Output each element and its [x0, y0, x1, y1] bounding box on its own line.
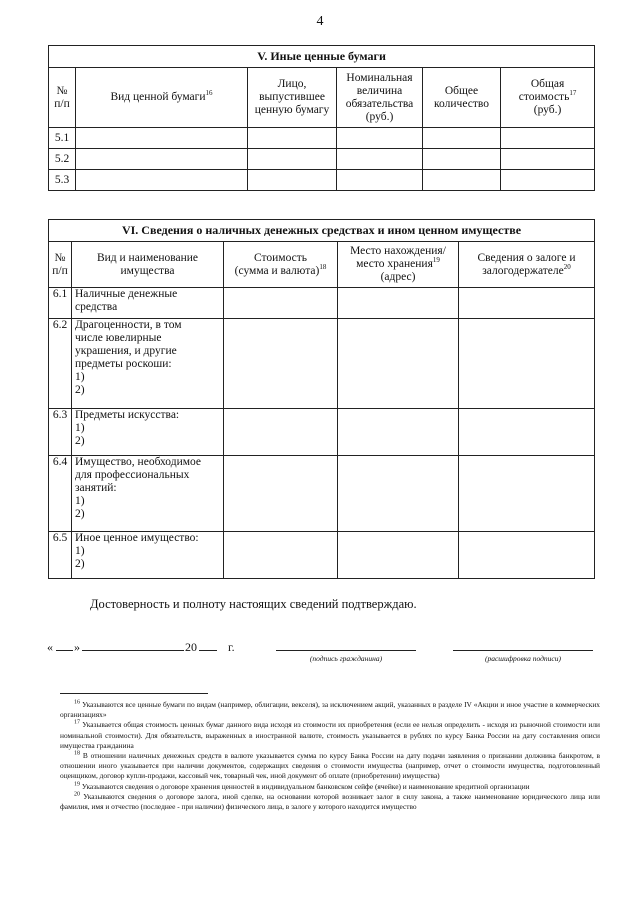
row-num: 5.3: [49, 170, 76, 191]
header-num: № п/п: [49, 68, 76, 128]
quote-close: »: [74, 640, 80, 654]
cell-location[interactable]: [338, 409, 459, 456]
row-num: 6.4: [49, 456, 72, 532]
cell-pledge[interactable]: [459, 532, 595, 579]
header-value: Стоимость (сумма и валюта)$^{18}$: [224, 242, 338, 288]
cell-total[interactable]: [501, 128, 595, 149]
cell-location[interactable]: [338, 319, 459, 409]
cell-nominal[interactable]: [337, 149, 423, 170]
header-quantity: Общее количество: [423, 68, 501, 128]
cell-value[interactable]: [224, 319, 338, 409]
signature-caption: (подпись гражданина): [309, 654, 383, 663]
row-label: Имущество, необходимое для профессиональных занятий: 1) 2): [72, 456, 224, 532]
row-label: Предметы искусства: 1) 2): [72, 409, 224, 456]
cell-pledge[interactable]: [459, 409, 595, 456]
year-suffix: г.: [228, 640, 235, 654]
page-number: 4: [316, 14, 324, 29]
valuables-table: [48, 219, 595, 579]
row-num: 6.5: [49, 532, 72, 579]
row-num: 5.2: [49, 149, 76, 170]
cell-pledge[interactable]: [459, 456, 595, 532]
row-num: 6.3: [49, 409, 72, 456]
cell-location[interactable]: [338, 456, 459, 532]
header-pledge: Сведения о залоге и залогодержателе$^{20}$: [459, 242, 595, 288]
cell-nominal[interactable]: [337, 170, 423, 191]
table-row: [49, 170, 595, 191]
cell-nominal[interactable]: [337, 128, 423, 149]
cell-issuer[interactable]: [248, 170, 337, 191]
cell-issuer[interactable]: [248, 149, 337, 170]
securities-table: [48, 45, 595, 191]
cell-kind[interactable]: [76, 128, 248, 149]
cell-issuer[interactable]: [248, 128, 337, 149]
row-label: Драгоценности, в том числе ювелирные украшения, и другие предметы роскоши: 1) 2): [72, 319, 224, 409]
row-num: 6.2: [49, 319, 72, 409]
header-num: № п/п: [49, 242, 72, 288]
header-total-value: Общая стоимость$^{17}$ (руб.): [501, 68, 595, 128]
row-label: Иное ценное имущество: 1) 2): [72, 532, 224, 579]
footnote: $^{16}$ Указываются все ценные бумаги по видам (например, облигации, векселя), за исключением акций, указанных в разделе IV «Акции и иное участие в коммерческих организациях»: [60, 699, 600, 720]
section-5-title: V. Иные ценные бумаги: [49, 46, 595, 68]
cell-pledge[interactable]: [459, 319, 595, 409]
cell-quantity[interactable]: [423, 149, 501, 170]
cell-value[interactable]: [224, 532, 338, 579]
cell-value[interactable]: [224, 409, 338, 456]
footnote: $^{20}$ Указываются сведения о договоре залога, иной сделке, на основании которой возникает залог в силу закона, а также наименование юридического лица или фамилия, имя и отчество (последнее - при наличии) физического лица, в залоге у которого находится имущество: [60, 791, 600, 812]
header-location: Место нахождения/ место хранения$^{19}$ (адрес): [338, 242, 459, 288]
year-field[interactable]: [199, 650, 217, 651]
table-row: [49, 409, 595, 456]
row-label: Наличные денежные средства: [72, 288, 224, 319]
cell-total[interactable]: [501, 170, 595, 191]
decoding-caption: (расшифровка подписи): [484, 654, 562, 663]
header-issuer: Лицо, выпустившее ценную бумагу: [248, 68, 337, 128]
day-field[interactable]: [56, 650, 73, 651]
cell-location[interactable]: [338, 532, 459, 579]
table-row: [49, 456, 595, 532]
header-nominal: Номинальная величина обязательства (руб.): [337, 68, 423, 128]
header-security-kind: Вид ценной бумаги$^{16}$: [76, 68, 248, 128]
year-prefix: 20: [185, 640, 197, 654]
signature-decoding-field[interactable]: [453, 650, 593, 651]
row-num: 5.1: [49, 128, 76, 149]
confirmation-text: Достоверность и полноту настоящих сведений подтверждаю.: [90, 597, 417, 611]
cell-value[interactable]: [224, 456, 338, 532]
cell-quantity[interactable]: [423, 170, 501, 191]
row-num: 6.1: [49, 288, 72, 319]
footnote: $^{17}$ Указывается общая стоимость ценных бумаг данного вида исходя из стоимости их приобретения (если ее нельзя определить - исходя из рыночной стоимости или номинальной стоимости). Для обязательств, выраженных в иностранной валюте, стоимость указывается в рублях по курсу Банка России на дату составления описи имущества гражданина: [60, 719, 600, 750]
table-row: [49, 319, 595, 409]
table-row: [49, 128, 595, 149]
signature-field[interactable]: [276, 650, 416, 651]
section-6-title: VI. Сведения о наличных денежных средствах и ином ценном имуществе: [49, 220, 595, 242]
footnote: $^{19}$ Указываются сведения о договоре хранения ценностей в индивидуальном банковском сейфе (ячейке) и наименование кредитной организации: [74, 781, 530, 791]
cell-value[interactable]: [224, 288, 338, 319]
quote-open: «: [47, 640, 53, 654]
table-row: [49, 288, 595, 319]
cell-total[interactable]: [501, 149, 595, 170]
cell-quantity[interactable]: [423, 128, 501, 149]
month-field[interactable]: [82, 650, 184, 651]
footnotes: [60, 700, 600, 812]
cell-location[interactable]: [338, 288, 459, 319]
table-row: [49, 532, 595, 579]
header-property-name: Вид и наименование имущества: [72, 242, 224, 288]
cell-kind[interactable]: [76, 170, 248, 191]
table-row: [49, 149, 595, 170]
cell-kind[interactable]: [76, 149, 248, 170]
cell-pledge[interactable]: [459, 288, 595, 319]
footnote: $^{18}$ В отношении наличных денежных средств в валюте указывается сумма по курсу Банка России на дату подачи заявления о признании должника банкротом, в отношении иного указывается при наличии документов, содержащих сведения о стоимости имущества (например, отчет о стоимости имущества, подготовленный оценщиком, договор купли-продажи, кассовый чек, товарный чек, иной документ об оплате (приобретении) имущества): [60, 750, 600, 781]
footnote-separator: [60, 693, 208, 694]
